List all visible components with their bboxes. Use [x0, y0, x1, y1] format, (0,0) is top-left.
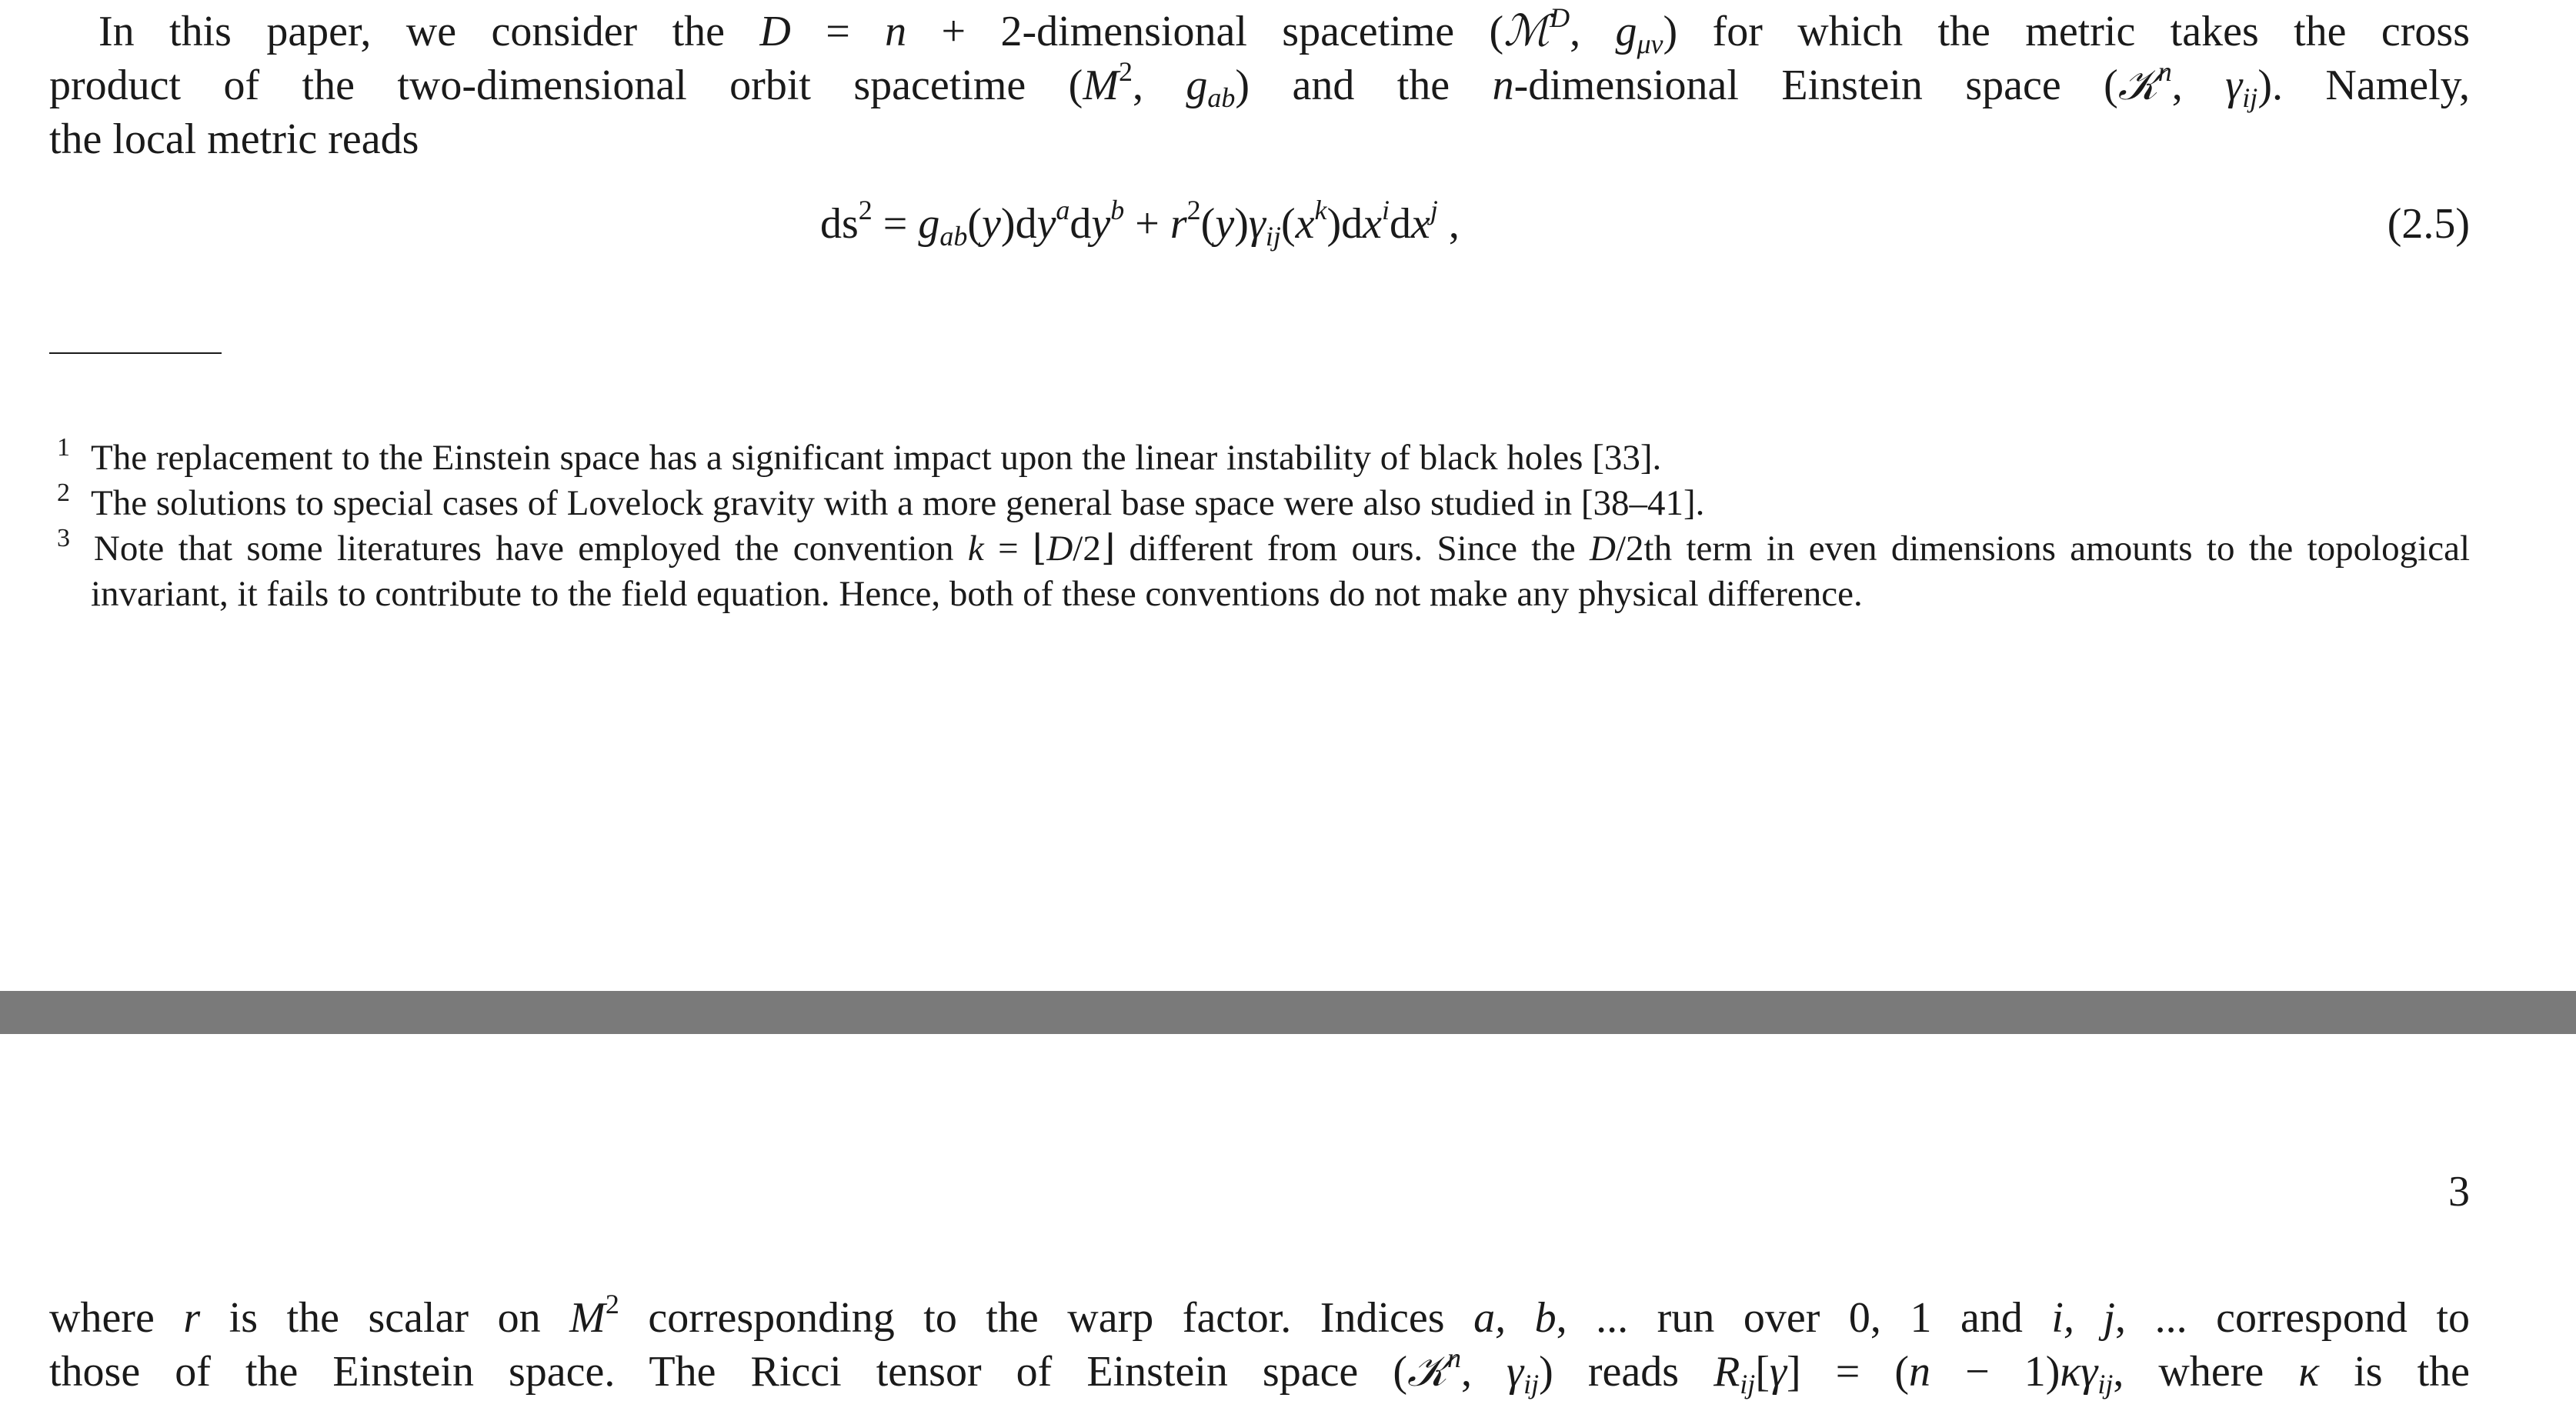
page-number: 3: [2448, 1168, 2470, 1216]
paragraph-line: the local metric reads: [49, 115, 419, 163]
footnotes: [49, 435, 2470, 617]
page-separator: [0, 991, 2576, 1034]
footnote-mark: 3: [57, 524, 70, 552]
continuation-paragraph: [49, 1291, 2470, 1399]
footnote-text: The solutions to special cases of Lovelock gravity with a more general base space were also studied in [38–41].: [91, 483, 1705, 523]
page-bottom: [0, 1034, 2576, 1411]
footnote-rule: [49, 352, 222, 354]
footnote-text: Note that some literatures have employed the convention k = ⌊D/2⌋ different from ours. Since the D/2th term in even dimensions amounts to the topological invariant, it fails to contribute to the field equation. Hence, both of these conventions do not make any physical difference.: [91, 529, 2471, 614]
footnote-text: The replacement to the Einstein space has a significant impact upon the linear instability of black holes [33].: [91, 438, 1662, 478]
paragraph-line: those of the Einstein space. The Ricci tensor of Einstein space (𝒦$^n$, $\gamma_{ij}$) reads $R_{ij}[\gamma] = (n - 1)\kappa\gamma_{ij}$, where κ is the: [49, 1343, 2471, 1399]
footnote: [49, 481, 2470, 526]
footnote-mark: 1: [57, 433, 70, 462]
paragraph-line: In this paper, we consider the D = n + 2-dimensional spacetime (ℳ$^D$, $g_{\mu\nu}$) for which the metric takes the cross: [98, 2, 2471, 59]
paragraph-line: where r is the scalar on $M^2$ corresponding to the warp factor. Indices a, b, ... run over 0, 1 and i, j, ... correspond to: [49, 1289, 2471, 1342]
paragraph-line: product of the two-dimensional orbit spacetime ($M^2$, $g_{ab}$) and the n-dimensional Einstein space (𝒦$^n$, $\gamma_{ij}$). Namely,: [49, 56, 2471, 113]
footnote: [49, 435, 2470, 481]
equation-number: (2.5): [2387, 200, 2470, 248]
footnote-mark: 2: [57, 479, 70, 507]
equation-body: $ds^2 = g_{ab}(y)dy^ady^b + r^2(y)\gamma_{ij}(x^k)dx^idx^j$ ,: [820, 195, 1460, 252]
footnote: [49, 526, 2470, 617]
equation-2-5: [0, 189, 2576, 259]
intro-paragraph: [49, 2, 2471, 166]
